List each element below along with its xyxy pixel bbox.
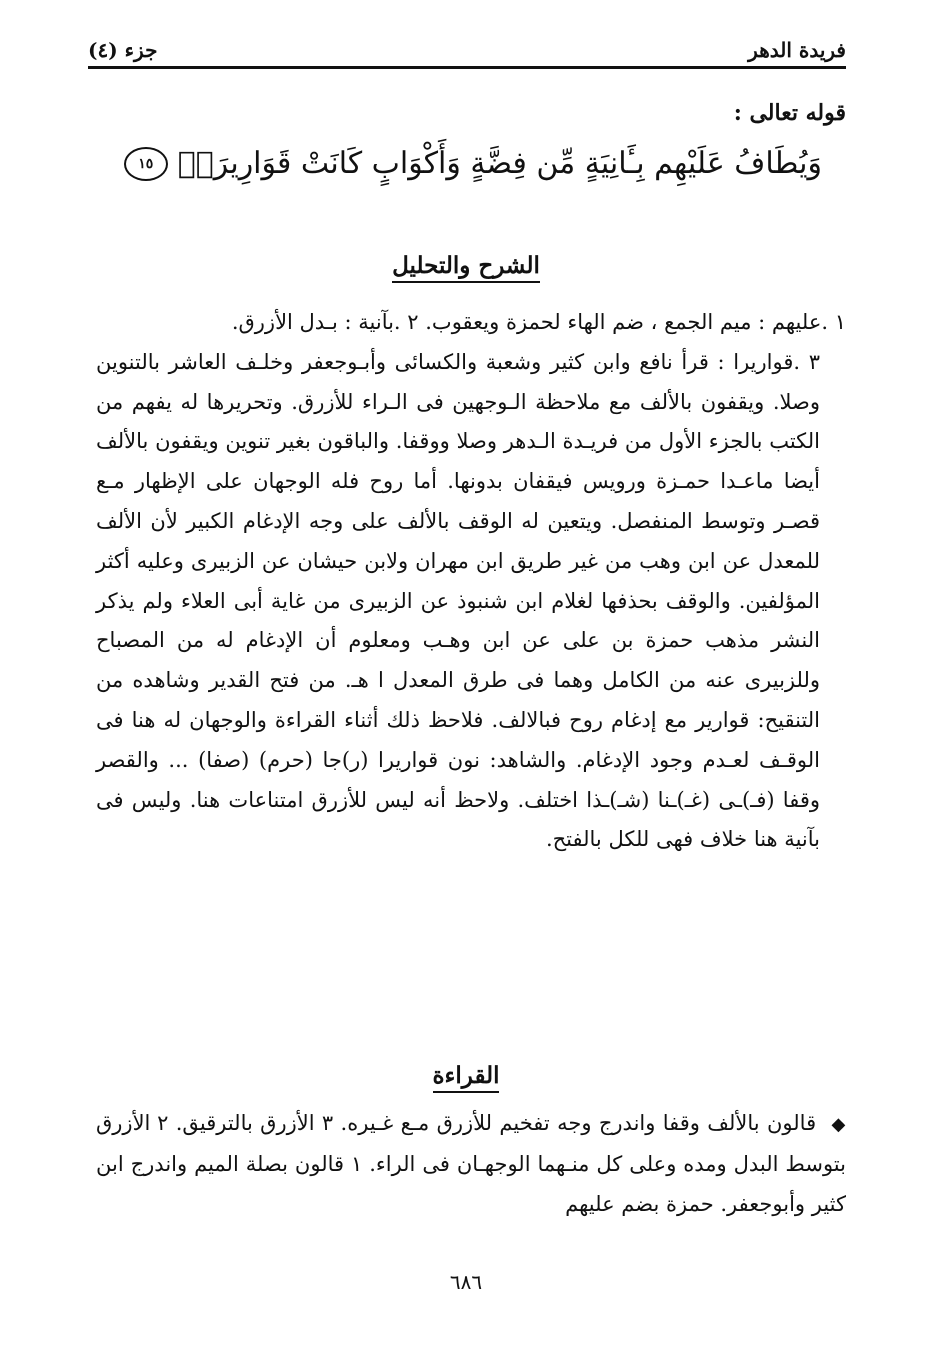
verse-intro: قوله تعالى : bbox=[733, 100, 846, 126]
running-header bbox=[88, 22, 846, 62]
verse-number-marker: ١٥ bbox=[124, 147, 168, 181]
reading-title-text: القراءة bbox=[433, 1062, 500, 1093]
commentary-body bbox=[96, 303, 846, 860]
reading-paragraph: قالون بالألف وقفا واندرج وجه تفخيم للأزرق مـع غـيره. ٣ الأزرق بالترقيق. ٢ الأزرق بتوسط البدل ومده وعلى كل منـهما الوجهـان فى الراء. ١ قالون بصلة الميم واندرج ابن كثير وأبوجعفر. حمزة بضم عليهم bbox=[96, 1111, 846, 1216]
diamond-bullet-icon: ◆ bbox=[831, 1114, 846, 1135]
commentary-title bbox=[0, 252, 932, 279]
commentary-title-text: الشرح والتحليل bbox=[392, 252, 540, 283]
reading-title bbox=[0, 1062, 932, 1089]
page-number: ٦٨٦ bbox=[449, 1270, 483, 1294]
reading-body bbox=[96, 1104, 846, 1224]
commentary-paragraph-3: ٣ .قواريرا : قرأ نافع وابن كثير وشعبة والكسائى وأبـوجعفر وخلـف العاشر بالتنوين وصلا. ويقفون بالألف مع ملاحظة الـوجهين فى الـراء للأزرق. وتحريرها له يفهم من الكتب بالجزء الأول من فريـدة الـدهر وصلا ووقفا. والباقون بغير تنوين ويقفون بالألف أيضا ماعـدا حمـزة ورويس فيقفان بدونها. أما روح فله الوجهان على الإظهار مـع قصـر وتوسط المنفصل. ويتعين له الوقف بالألف على وجه الإدغام الكبير لأن الألف للمعدل عن ابن وهب من غير طريق ابن مهران ولابن حيشان عن الزبيرى وعليه أكثر المؤلفين. والوقف بحذفها لغلام ابن شنبوذ عن الزبيرى من غاية أبى العلاء ولم يذكر النشر مذهب حمزة بن على عن ابن وهـب ومعلوم أن الإدغام له من المصباح وللزبيرى عنه من الكامل وهما فى طرق المعدل ا هـ. من فتح القدير وشاهده من التنقيح: قوارير مع إدغام روح فبالالف. فلاحظ ذلك أثناء القراءة والوجهان له هنا فى الوقـف لعـدم وجود الإدغام. والشاهد: نون قواريرا (ر)جا (حرم) (صفا) ... والقصر وقفا (فـ)ـى (غـ)ـنا (شـ)ـذا اختلف. ولاحظ أنه ليس للأزرق امتناعات هنا. وليس فى بآنية هنا خلاف فهى للكل بالفتح. bbox=[96, 349, 820, 852]
part-label: جزء (٤) bbox=[88, 38, 158, 62]
book-title: فريدة الدهر bbox=[748, 38, 846, 62]
verse-text: وَيُطَافُ عَلَيْهِم بِـَٔانِيَةٍ مِّن فِضَّةٍ وَأَكْوَابٍ كَانَتْ قَوَارِيرَا۠ bbox=[177, 146, 822, 181]
header-divider bbox=[88, 66, 846, 69]
quran-verse bbox=[120, 146, 822, 181]
commentary-line-1: ١ .عليهم : ميم الجمع ، ضم الهاء لحمزة ويعقوب. ٢ .بآنية : بـدل الأزرق. bbox=[231, 310, 846, 334]
